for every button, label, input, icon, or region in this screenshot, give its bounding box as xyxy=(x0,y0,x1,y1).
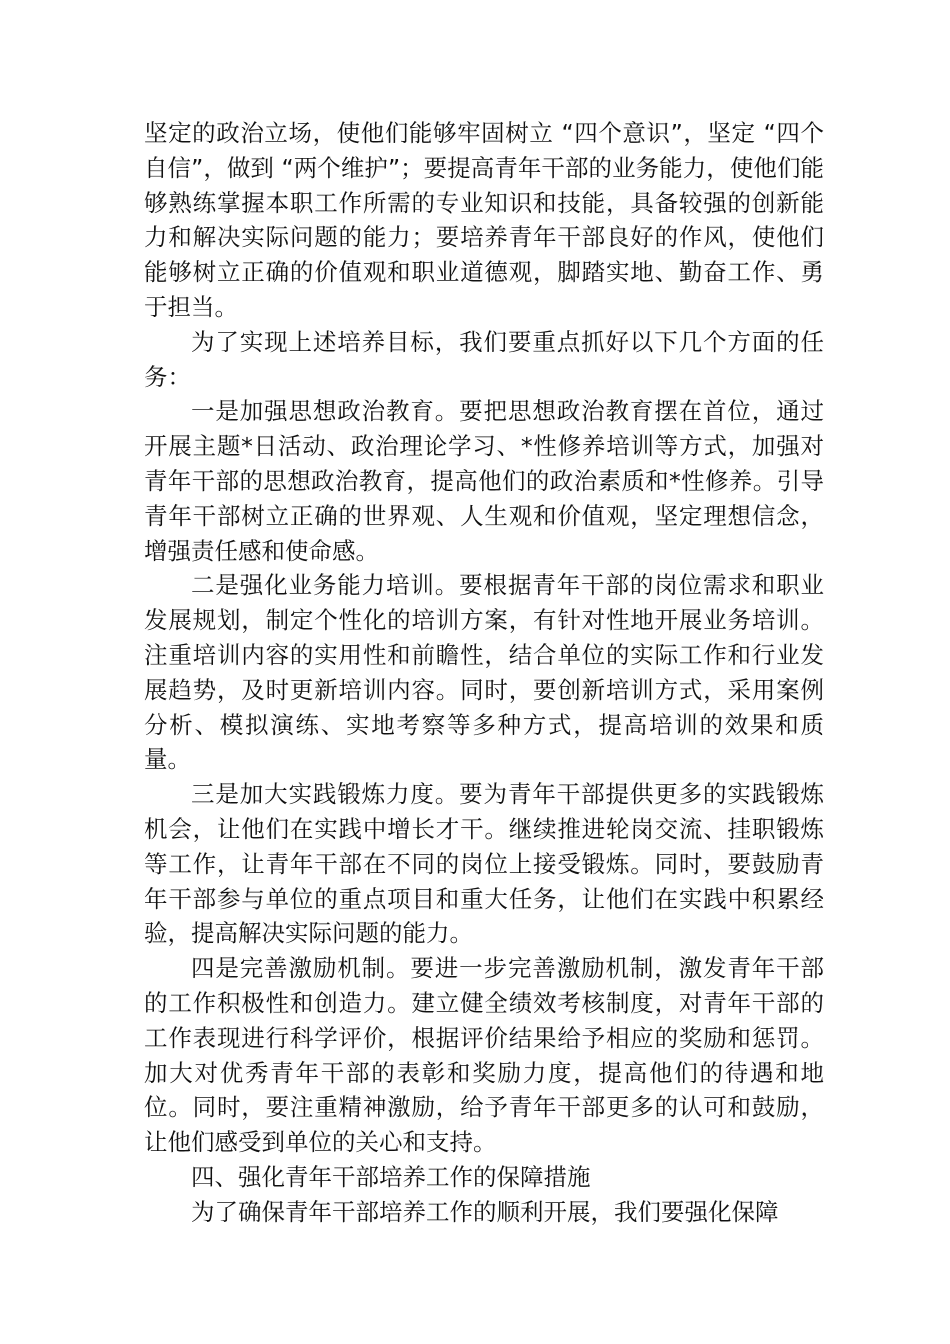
paragraph-practice-training: 三是加大实践锻炼力度。要为青年干部提供更多的实践锻炼机会，让他们在实践中增长才干。继续推进轮岗交流、挂职锻炼等工作，让青年干部在不同的岗位上接受锻炼。同时，要鼓励青年干部参与单位的重点项目和重大任务，让他们在实践中积累经验，提高解决实际问题的能力。 xyxy=(144,780,824,948)
paragraph-training-tasks-intro: 为了实现上述培养目标，我们要重点抓好以下几个方面的任务： xyxy=(144,327,824,391)
section-heading-safeguards: 四、强化青年干部培养工作的保障措施 xyxy=(191,1162,591,1191)
paragraph-business-training: 二是强化业务能力培训。要根据青年干部的岗位需求和职业发展规划，制定个性化的培训方案，有针对性地开展业务培训。注重培训内容的实用性和前瞻性，结合单位的实际工作和行业发展趋势，及时更新培训内容。同时，要创新培训方式，采用案例分析、模拟演练、实地考察等多种方式，提高培训的效果和质量。 xyxy=(144,571,824,774)
paragraph-incentive-mechanism: 四是完善激励机制。要进一步完善激励机制，激发青年干部的工作积极性和创造力。建立健全绩效考核制度，对青年干部的工作表现进行科学评价，根据评价结果给予相应的奖励和惩罚。加大对优秀青年干部的表彰和奖励力度，提高他们的待遇和地位。同时，要注重精神激励，给予青年干部更多的认可和鼓励，让他们感受到单位的关心和支持。 xyxy=(144,954,824,1157)
document-body xyxy=(144,116,824,1230)
paragraph-political-stance: 坚定的政治立场，使他们能够牢固树立 “四个意识”，坚定 “四个自信”，做到 “两个维护”；要提高青年干部的业务能力，使他们能够熟练掌握本职工作所需的专业知识和技能，具备较强的创新能力和解决实际问题的能力；要培养青年干部良好的作风，使他们能够树立正确的价值观和职业道德观，脚踏实地、勤奋工作、勇于担当。 xyxy=(144,119,824,321)
paragraph-ideological-education: 一是加强思想政治教育。要把思想政治教育摆在首位，通过开展主题*日活动、政治理论学习、*性修养培训等方式，加强对青年干部的思想政治教育，提高他们的政治素质和*性修养。引导青年干部树立正确的世界观、人生观和价值观，坚定理想信念，增强责任感和使命感。 xyxy=(144,397,824,565)
paragraph-safeguards-intro: 为了确保青年干部培养工作的顺利开展，我们要强化保障 xyxy=(191,1197,779,1226)
